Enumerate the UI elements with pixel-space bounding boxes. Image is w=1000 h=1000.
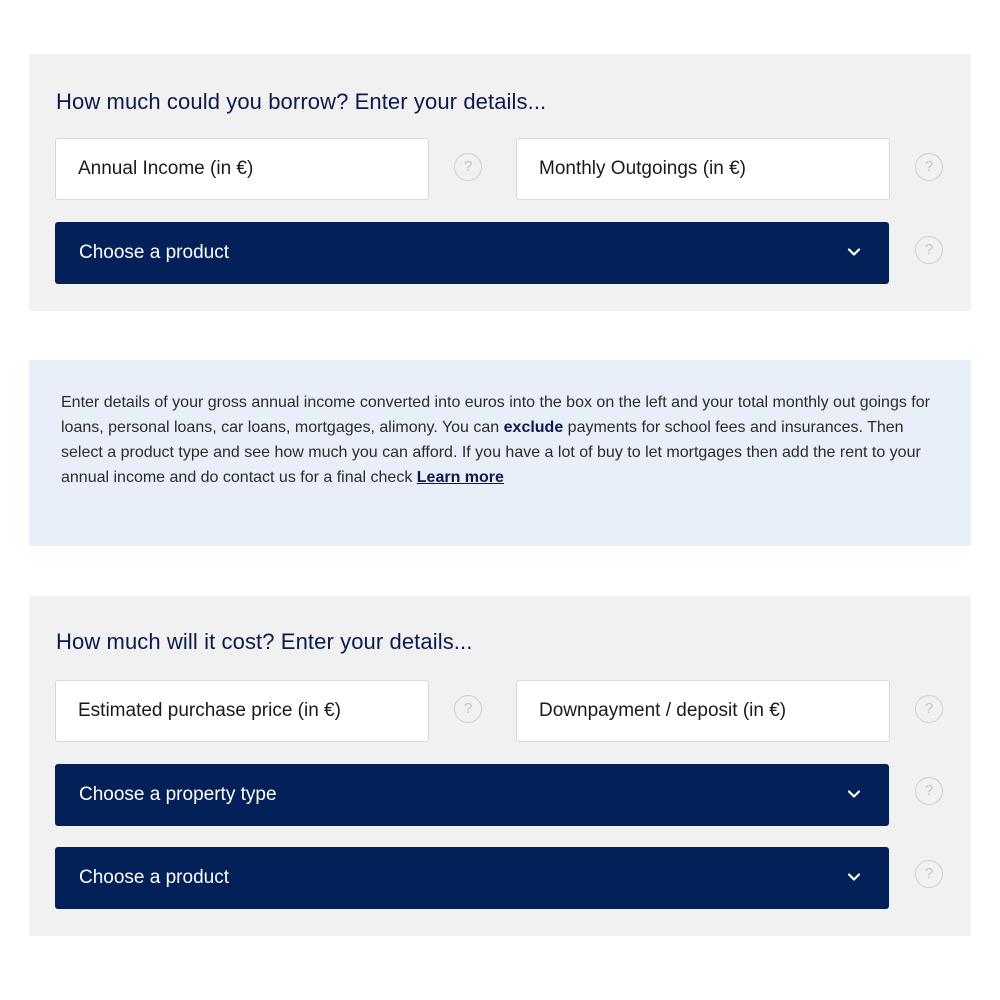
cost-product-help-icon[interactable]: ?: [915, 860, 943, 888]
info-text-part1: Enter details of your gross annual income converted into euros into the box on the left and your total monthly out goings for loans, personal loans, car loans, mortgages, alimony. You can: [61, 394, 930, 436]
property-type-help-icon[interactable]: ?: [915, 777, 943, 805]
downpayment-field[interactable]: [516, 680, 890, 742]
borrow-info-panel: [29, 360, 971, 546]
purchase-price-help-icon[interactable]: ?: [454, 695, 482, 723]
cost-card-title: How much will it cost? Enter your details...: [56, 629, 473, 654]
downpayment-input[interactable]: [517, 681, 889, 741]
chevron-down-icon: [847, 790, 861, 800]
info-text: [61, 390, 931, 490]
annual-income-field[interactable]: [55, 138, 429, 200]
chevron-down-icon: [847, 873, 861, 883]
monthly-outgoings-help-icon[interactable]: ?: [915, 153, 943, 181]
property-type-select[interactable]: [55, 764, 889, 826]
borrow-product-select-label: Choose a product: [79, 242, 229, 263]
borrow-calculator-card: [29, 54, 971, 311]
monthly-outgoings-input[interactable]: [517, 139, 889, 199]
chevron-down-icon: [847, 248, 861, 258]
downpayment-help-icon[interactable]: ?: [915, 695, 943, 723]
learn-more-link[interactable]: Learn more: [416, 469, 504, 486]
annual-income-help-icon[interactable]: ?: [454, 153, 482, 181]
purchase-price-input[interactable]: [56, 681, 428, 741]
cost-calculator-card: [29, 596, 971, 936]
purchase-price-field[interactable]: [55, 680, 429, 742]
info-text-part2: payments for school fees and insurances. Then select a product type and see how much you can afford. If you have a lot of buy to let mortgages then add the rent to your annual income and do contact us for a final check: [61, 419, 921, 486]
borrow-product-help-icon[interactable]: ?: [915, 236, 943, 264]
cost-product-select[interactable]: [55, 847, 889, 909]
property-type-select-label: Choose a property type: [79, 784, 277, 805]
borrow-product-select[interactable]: [55, 222, 889, 284]
info-emphasis: exclude: [503, 419, 564, 436]
monthly-outgoings-field[interactable]: [516, 138, 890, 200]
cost-product-select-label: Choose a product: [79, 867, 229, 888]
annual-income-input[interactable]: [56, 139, 428, 199]
borrow-card-title: How much could you borrow? Enter your details...: [56, 89, 547, 114]
